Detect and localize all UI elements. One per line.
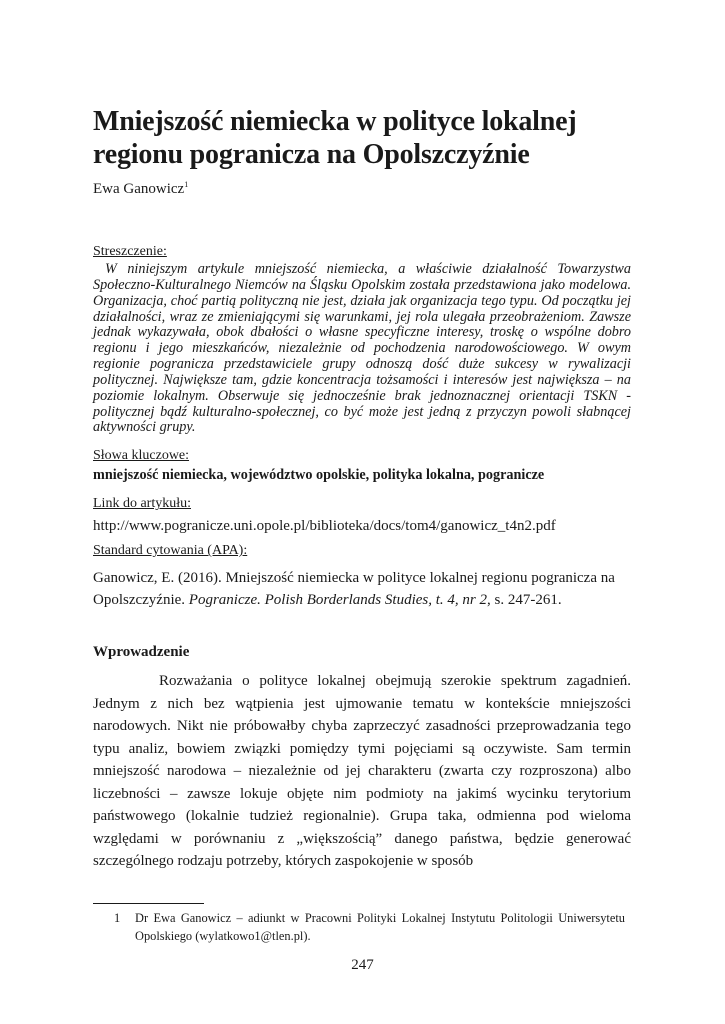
abstract-label: Streszczenie: bbox=[93, 244, 167, 259]
footnote-divider bbox=[93, 903, 204, 904]
citation-prefix: Ganowicz, E. (2016). Mniejszość niemiecka w polityce lokalnej regionu pogranicza na Opolszczyźnie. bbox=[93, 570, 615, 609]
footnote-text: Dr Ewa Ganowicz – adiunkt w Pracowni Polityki Lokalnej Instytutu Politologii Uniwersytetu Opolskiego (wylatkowo1@tlen.pl). bbox=[135, 911, 625, 943]
body-paragraph: Rozważania o polityce lokalnej obejmują szerokie spektrum zagadnień. Jednym z nich bez wątpienia jest ujmowanie tematu w kontekście mniejszości narodowych. Nikt nie próbowałby chyba zaprzeczyć zasadności przeprowadzania tego typu analiz, bowiem związki pomiędzy tymi pojęciami są oczywiste. Sam termin mniejszość narodowa – niezależnie od jej charakteru (zwarta czy rozproszona) albo liczebności – zawsze lokuje objęte nim podmioty na jakimś wycinku terytorium państwowego (lokalnie tudzież regionalnie). Grupa taka, odmienna pod wieloma względami w porównaniu z „większością” danego państwa, będzie generować szczególnego rodzaju potrzeby, których zaspokojenie w sposób bbox=[93, 673, 631, 870]
footnote-number: 1 bbox=[114, 911, 121, 925]
citation-suffix: , s. 247-261. bbox=[486, 592, 562, 609]
article-title: Mniejszość niemiecka w polityce lokalnej regionu pogranicza na Opolszczyźnie bbox=[93, 106, 577, 170]
keywords-text: mniejszość niemiecka, województwo opolskie, polityka lokalna, pogranicze bbox=[93, 467, 545, 484]
footnote bbox=[114, 909, 625, 945]
abstract-text: W niniejszym artykule mniejszość niemiecka, a właściwie działalność Towarzystwa Społeczno-Kulturalnego Niemców na Śląsku Opolskim została przedstawiona jako modelowa. Organizacja, choć partią polityczną nie jest, działa jak organizacja tego typu. Od początku jej działalności, wraz ze zmieniającymi się warunkami, jej rola ulegała przeobrażeniom. Zawsze jednak wykazywała, obok dbałości o własne specyficzne interesy, troskę o wspólne dobro regionu i jego mieszkańców, niezależnie od pochodzenia narodowościowego. W owym regionie pogranicza przedstawiciele grupy odnoszą dość duże sukcesy w rywalizacji politycznej. Największe tam, gdzie koncentracja tożsamości i interesów jest największa – na poziomie lokalnym. Obserwuje się jednocześnie brak jednoznacznej orientacji TSKN - politycznej bądź kulturalno-społecznej, co być może jest jedną z przyczyn powoli słabnącej aktywności grupy. bbox=[93, 261, 631, 436]
citation-label: Standard cytowania (APA): bbox=[93, 543, 248, 559]
link-label: Link do artykułu: bbox=[93, 496, 191, 512]
article-page bbox=[93, 105, 631, 873]
page-number: 247 bbox=[351, 957, 374, 973]
citation-text bbox=[93, 567, 631, 611]
article-link[interactable]: http://www.pogranicze.uni.opole.pl/biblioteka/docs/tom4/ganowicz_t4n2.pdf bbox=[93, 518, 556, 535]
citation-journal: Pogranicze. Polish Borderlands Studies, t. 4, nr 2 bbox=[188, 592, 487, 609]
keywords-label: Słowa kluczowe: bbox=[93, 448, 190, 464]
author-name: Ewa Ganowicz bbox=[93, 181, 185, 197]
author-line bbox=[93, 180, 631, 198]
section-heading: Wprowadzenie bbox=[93, 644, 190, 661]
author-footnote-mark[interactable]: 1 bbox=[184, 180, 189, 189]
